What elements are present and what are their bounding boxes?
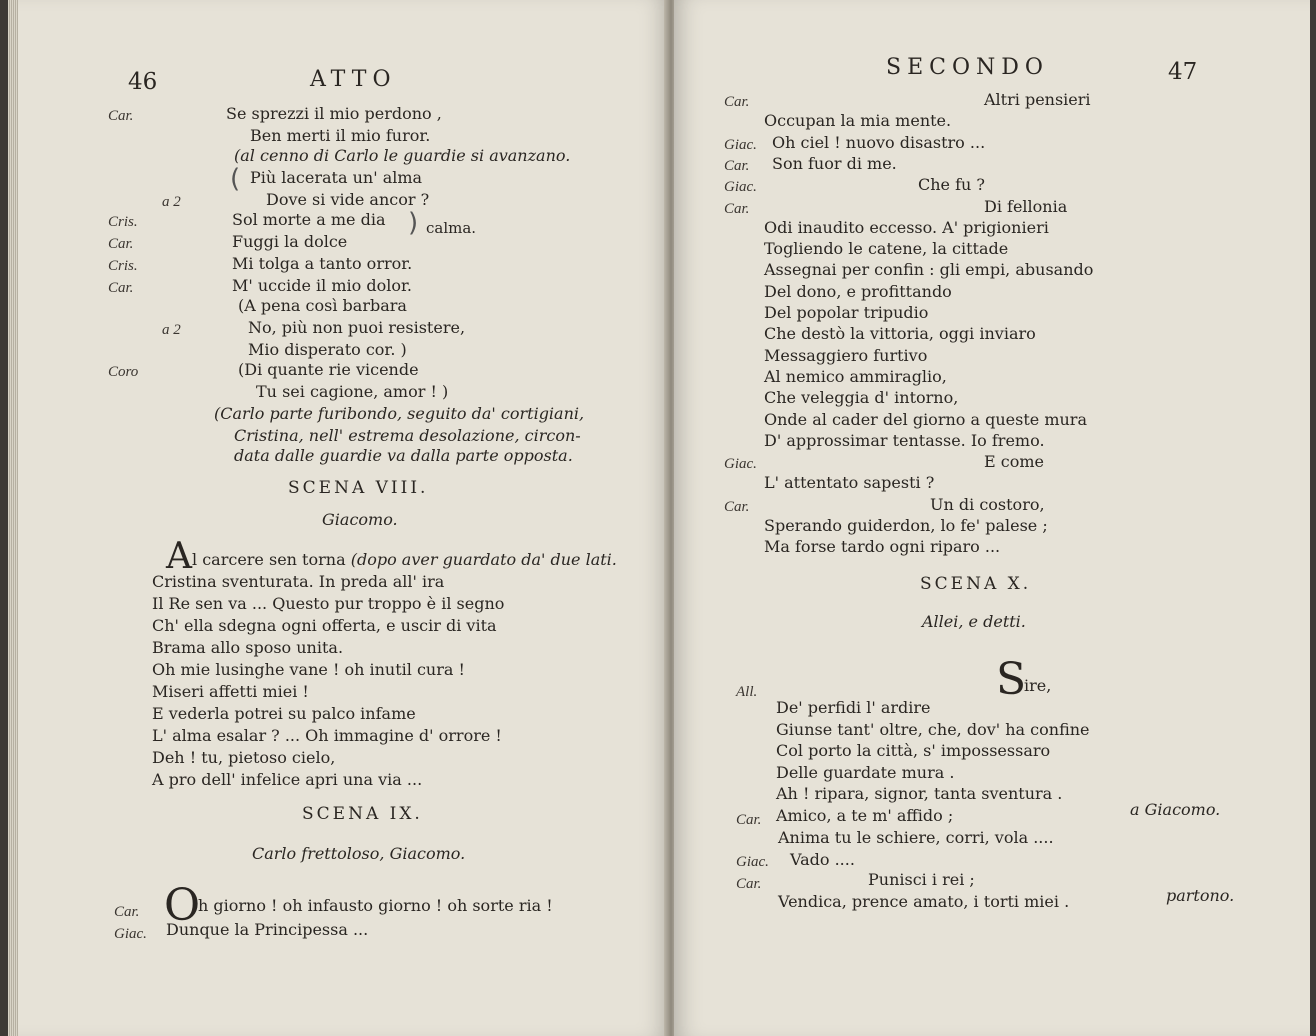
verse-line: Che fu ? bbox=[918, 175, 985, 195]
verse-line: No, più non puoi resistere, bbox=[248, 318, 466, 337]
verse-line: E vederla potrei su palco infame bbox=[152, 704, 416, 723]
verse-line: Più lacerata un' alma bbox=[250, 168, 423, 187]
verse-line: Sol morte a me dia bbox=[232, 210, 386, 229]
drop-cap-a: A bbox=[166, 536, 192, 577]
verse-line: Dove si vide ancor ? bbox=[266, 190, 430, 209]
speaker-label: Car. bbox=[724, 498, 750, 515]
verse-line: Togliendo le catene, la cittade bbox=[764, 239, 1009, 259]
verse-line: Messaggiero furtivo bbox=[764, 345, 928, 365]
speaker-label: a 2 bbox=[162, 194, 181, 210]
car-exit-direction: partono. bbox=[1166, 886, 1235, 905]
speaker-label: Coro bbox=[108, 364, 139, 380]
running-header-left: ATTO bbox=[310, 67, 397, 92]
speaker-label: Giac. bbox=[724, 456, 757, 473]
verse-line: Altri pensieri bbox=[984, 90, 1091, 109]
verse-line: M' uccide il mio dolor. bbox=[232, 276, 412, 295]
page-number-left: 46 bbox=[128, 69, 158, 95]
scene-8-first-text: l carcere sen torna bbox=[192, 550, 346, 569]
verse-line: Che destò la vittoria, oggi inviaro bbox=[764, 324, 1036, 344]
verse-line: Che veleggia d' intorno, bbox=[764, 388, 959, 408]
verse-line: A pro dell' infelice apri una via ... bbox=[152, 770, 423, 789]
speaker-label: Car. bbox=[108, 108, 134, 124]
scene-9-line-1: h giorno ! oh infausto giorno ! oh sorte ria ! bbox=[198, 896, 553, 915]
verse-line: Giunse tant' oltre, che, dov' ha confine bbox=[776, 719, 1090, 739]
verse-line: Odi inaudito eccesso. A' prigionieri bbox=[764, 217, 1049, 237]
verse-line: (Carlo parte furibondo, seguito da' cortigiani, bbox=[214, 404, 585, 423]
speaker-label: Giac. bbox=[724, 136, 757, 153]
speaker-giac: Giac. bbox=[114, 926, 147, 942]
verse-line: data dalle guardie va dalla parte opposta. bbox=[234, 446, 573, 465]
brace-a2: ( bbox=[230, 164, 241, 194]
verse-line: Occupan la mia mente. bbox=[764, 111, 952, 131]
car-line-2: Anima tu le schiere, corri, vola .... bbox=[778, 828, 1054, 847]
verse-line: Mio disperato cor. ) bbox=[248, 340, 407, 359]
scene-8-first-line bbox=[192, 550, 617, 570]
car-direction: a Giacomo. bbox=[1130, 800, 1221, 819]
speaker-label: Cris. bbox=[108, 258, 138, 274]
scene-8-title: SCENA VIII. bbox=[288, 478, 429, 498]
verse-line: E come bbox=[984, 452, 1044, 472]
drop-cap-s: S bbox=[996, 654, 1027, 705]
verse-line: Mi tolga a tanto orror. bbox=[232, 254, 413, 273]
verse-line: Il Re sen va ... Questo pur troppo è il segno bbox=[152, 594, 505, 613]
scene-8-first-direction: (dopo aver guardato da' due lati. bbox=[350, 550, 617, 569]
scene-10-character: Allei, e detti. bbox=[922, 612, 1026, 631]
speaker-car: Car. bbox=[114, 904, 140, 920]
scene-9-title: SCENA IX. bbox=[302, 804, 423, 824]
verse-line: Al nemico ammiraglio, bbox=[764, 366, 947, 386]
brace-calma: ) bbox=[408, 208, 419, 238]
right-page bbox=[674, 0, 1310, 1036]
page-number-right: 47 bbox=[1168, 59, 1198, 85]
verse-line: Oh mie lusinghe vane ! oh inutil cura ! bbox=[152, 660, 465, 679]
scene-9-character: Carlo frettoloso, Giacomo. bbox=[252, 844, 466, 863]
verse-line: (Di quante rie vicende bbox=[238, 360, 419, 379]
speaker-label: Giac. bbox=[724, 179, 757, 196]
speaker-label: Car. bbox=[724, 94, 750, 110]
verse-line: Tu sei cagione, amor ! ) bbox=[256, 382, 449, 401]
verse-line: Fuggi la dolce bbox=[232, 232, 348, 251]
calma-text: calma. bbox=[426, 219, 477, 237]
verse-line: De' perfidi l' ardire bbox=[776, 698, 931, 717]
page-edges bbox=[8, 0, 18, 1036]
verse-line: (A pena così barbara bbox=[238, 296, 407, 315]
verse-line: Del dono, e profittando bbox=[764, 281, 952, 301]
verse-line: Del popolar tripudio bbox=[764, 303, 929, 322]
verse-line: L' alma esalar ? ... Oh immagine d' orrore ! bbox=[152, 726, 502, 745]
car-line-4: Vendica, prence amato, i torti miei . bbox=[778, 892, 1070, 911]
verse-line: Un di costoro, bbox=[930, 494, 1045, 514]
verse-line: Ah ! ripara, signor, tanta sventura . bbox=[776, 784, 1063, 803]
verse-line: Sperando guiderdon, lo fe' palese ; bbox=[764, 516, 1048, 535]
verse-line: Col porto la città, s' impossessaro bbox=[776, 741, 1051, 760]
verse-line: D' approssimar tentasse. Io fremo. bbox=[764, 430, 1045, 450]
verse-line: Brama allo sposo unita. bbox=[152, 638, 344, 657]
speaker-label: Car. bbox=[724, 157, 750, 174]
speaker-car-3: Car. bbox=[736, 876, 762, 892]
scene-10-title: SCENA X. bbox=[920, 574, 1032, 594]
verse-line: Miseri affetti miei ! bbox=[152, 682, 309, 701]
car-line-3: Punisci i rei ; bbox=[868, 870, 975, 889]
verse-line: Son fuor di me. bbox=[772, 153, 897, 173]
speaker-car-2: Car. bbox=[736, 812, 762, 828]
car-line-1: Amico, a te m' affido ; bbox=[776, 806, 954, 825]
speaker-label: Car. bbox=[108, 236, 134, 252]
drop-cap-o: O bbox=[164, 880, 201, 931]
speaker-label: a 2 bbox=[162, 322, 181, 338]
running-header-right: SECONDO bbox=[886, 55, 1049, 80]
verse-line: Onde al cader del giorno a queste mura bbox=[764, 409, 1087, 429]
speaker-giac-2: Giac. bbox=[736, 854, 769, 870]
verse-line: Ben merti il mio furor. bbox=[250, 126, 431, 145]
scene-8-character: Giacomo. bbox=[322, 510, 398, 529]
all-first-line: ire, bbox=[1024, 676, 1052, 695]
verse-line: Delle guardate mura . bbox=[776, 762, 955, 782]
verse-line: Ch' ella sdegna ogni offerta, e uscir di vita bbox=[152, 616, 497, 635]
scene-9-line-2: Dunque la Principessa ... bbox=[166, 920, 369, 939]
verse-line: (al cenno di Carlo le guardie si avanzano. bbox=[234, 146, 571, 165]
verse-line: L' attentato sapesti ? bbox=[764, 473, 935, 493]
verse-line: Cristina sventurata. In preda all' ira bbox=[152, 572, 445, 591]
verse-line: Assegnai per confin : gli empi, abusando bbox=[764, 260, 1094, 280]
speaker-label: Car. bbox=[108, 280, 134, 296]
speaker-label: Car. bbox=[724, 200, 750, 217]
verse-line: Di fellonia bbox=[984, 196, 1068, 216]
left-page bbox=[8, 0, 669, 1036]
verse-line: Oh ciel ! nuovo disastro ... bbox=[772, 132, 986, 152]
verse-line: Cristina, nell' estrema desolazione, circon- bbox=[234, 426, 581, 445]
speaker-label: Cris. bbox=[108, 214, 138, 230]
verse-line: Ma forse tardo ogni riparo ... bbox=[764, 537, 1001, 557]
speaker-all: All. bbox=[736, 684, 758, 700]
verse-line: Se sprezzi il mio perdono , bbox=[226, 104, 442, 123]
verse-line: Deh ! tu, pietoso cielo, bbox=[152, 748, 336, 767]
giac-line: Vado .... bbox=[790, 850, 855, 869]
